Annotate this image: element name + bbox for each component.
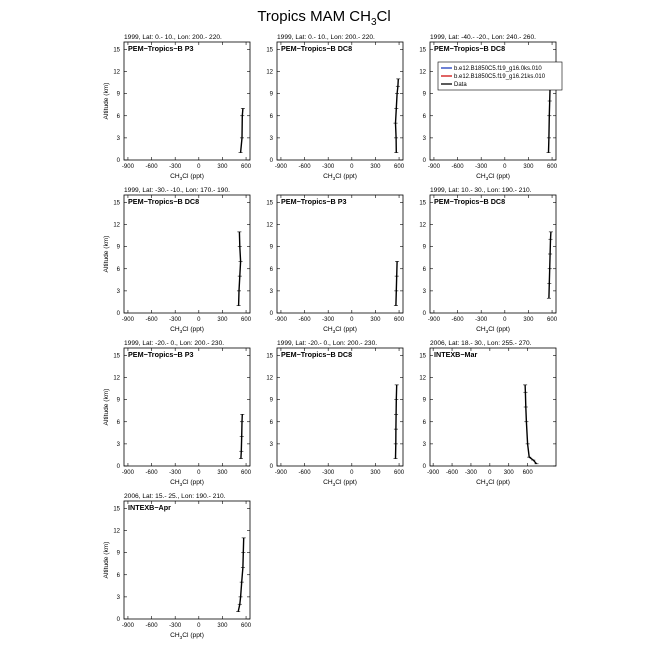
plot-frame — [430, 348, 556, 466]
panel-header: 2006, Lat: 18.- 30., Lon: 255.- 270. — [430, 340, 532, 347]
y-tick-label: 9 — [269, 91, 273, 98]
y-tick-label: 12 — [419, 375, 426, 382]
data-line — [525, 385, 536, 464]
campaign-label: PEM−Tropics−B P3 — [281, 197, 347, 206]
x-tick-label: 600 — [547, 164, 558, 170]
legend-entry: b.e12.B1850C5.f19_g16.0ks.010 — [454, 66, 542, 72]
campaign-label: PEM−Tropics−B DC8 — [281, 350, 353, 359]
x-tick-label: -900 — [274, 317, 287, 323]
x-tick-label: 0 — [350, 470, 354, 476]
x-tick-label: -900 — [274, 470, 287, 476]
x-tick-label: -600 — [145, 317, 158, 323]
y-tick-label: 15 — [266, 353, 273, 360]
x-tick-label: -900 — [427, 164, 440, 170]
y-tick-label: 15 — [113, 47, 120, 54]
panel-header: 1999, Lat: -20.- 0., Lon: 200.- 230. — [124, 340, 225, 347]
panel-header: 1999, Lat: 0.- 10., Lon: 200.- 220. — [124, 34, 222, 41]
plot-frame — [124, 501, 250, 619]
x-tick-label: -600 — [451, 317, 464, 323]
x-tick-label: 0 — [503, 317, 507, 323]
y-axis-label: Altitude (km) — [103, 541, 110, 579]
panel-7 — [103, 340, 252, 488]
y-tick-label: 3 — [269, 441, 273, 448]
x-tick-label: -900 — [274, 164, 287, 170]
panel-header: 1999, Lat: 10.- 30., Lon: 190.- 210. — [430, 187, 532, 194]
x-tick-label: -600 — [298, 470, 311, 476]
y-tick-label: 3 — [422, 441, 426, 448]
panel-10 — [103, 493, 252, 641]
y-tick-label: 0 — [116, 311, 120, 317]
y-tick-label: 0 — [269, 464, 273, 470]
campaign-label: INTEXB−Mar — [434, 350, 478, 359]
x-tick-label: 0 — [488, 470, 492, 476]
x-tick-label: -300 — [322, 470, 335, 476]
y-tick-label: 3 — [269, 135, 273, 142]
y-tick-label: 6 — [269, 419, 273, 426]
panel-header: 2006, Lat: 15.- 25., Lon: 190.- 210. — [124, 493, 226, 500]
data-line — [396, 79, 399, 153]
y-tick-label: 9 — [116, 397, 120, 404]
x-tick-label: 300 — [503, 470, 514, 476]
y-tick-label: 9 — [116, 91, 120, 98]
plot-frame — [124, 348, 250, 466]
y-tick-label: 15 — [113, 506, 120, 513]
y-tick-label: 6 — [422, 419, 426, 426]
y-tick-label: 0 — [422, 158, 426, 164]
campaign-label: PEM−Tropics−B DC8 — [434, 44, 506, 53]
y-tick-label: 0 — [422, 464, 426, 470]
panel-6 — [419, 187, 557, 335]
y-tick-label: 12 — [266, 69, 273, 76]
data-line — [396, 261, 397, 305]
data-line — [396, 385, 397, 459]
x-tick-label: -900 — [121, 164, 134, 170]
panel-8 — [266, 340, 404, 488]
legend-entry: Data — [454, 82, 467, 88]
y-tick-label: 9 — [116, 244, 120, 251]
y-tick-label: 6 — [116, 266, 120, 273]
x-axis-label: $CH_3Cl$ (ppt) — [323, 326, 357, 335]
y-tick-label: 9 — [269, 244, 273, 251]
plot-frame — [430, 195, 556, 313]
y-tick-label: 12 — [266, 222, 273, 229]
panel-header: 1999, Lat: -20.- 0., Lon: 200.- 230. — [277, 340, 378, 347]
data-line — [549, 232, 551, 298]
x-tick-label: -900 — [427, 317, 440, 323]
x-tick-label: -300 — [169, 317, 182, 323]
y-tick-label: 12 — [266, 375, 273, 382]
x-tick-label: -300 — [475, 317, 488, 323]
y-axis-label: Altitude (km) — [103, 388, 110, 426]
x-axis-label: $CH_3Cl$ (ppt) — [476, 173, 510, 182]
y-tick-label: 6 — [422, 266, 426, 273]
x-tick-label: 600 — [522, 470, 533, 476]
x-tick-label: -600 — [145, 623, 158, 629]
x-tick-label: -600 — [298, 164, 311, 170]
y-tick-label: 6 — [269, 113, 273, 120]
x-axis-label: $CH_3Cl$ (ppt) — [170, 173, 204, 182]
x-axis-label: $CH_3Cl$ (ppt) — [170, 326, 204, 335]
plot-frame — [277, 42, 403, 160]
panel-header: 1999, Lat: -30.- -10., Lon: 170.- 190. — [124, 187, 230, 194]
x-tick-label: 300 — [523, 164, 534, 170]
y-tick-label: 9 — [422, 397, 426, 404]
y-tick-label: 9 — [422, 244, 426, 251]
y-axis-label: Altitude (km) — [103, 235, 110, 273]
campaign-label: PEM−Tropics−B DC8 — [128, 197, 200, 206]
y-tick-label: 0 — [422, 311, 426, 317]
y-axis-label: Altitude (km) — [103, 82, 110, 120]
x-tick-label: -300 — [464, 470, 477, 476]
x-tick-label: 600 — [394, 164, 405, 170]
y-tick-label: 6 — [116, 572, 120, 579]
y-tick-label: 15 — [419, 200, 426, 207]
data-line — [239, 232, 241, 306]
y-tick-label: 0 — [116, 617, 120, 623]
y-tick-label: 12 — [113, 528, 120, 535]
x-tick-label: 600 — [241, 470, 252, 476]
x-tick-label: 600 — [241, 623, 252, 629]
campaign-label: PEM−Tropics−B P3 — [128, 350, 194, 359]
x-tick-label: -300 — [169, 623, 182, 629]
x-tick-label: 600 — [394, 317, 405, 323]
y-tick-label: 3 — [116, 594, 120, 601]
legend-entry: b.e12.B1850C5.f19_g16.21ks.010 — [454, 74, 546, 80]
panel-9 — [419, 340, 556, 488]
campaign-label: INTEXB−Apr — [128, 503, 171, 512]
x-tick-label: -300 — [475, 164, 488, 170]
x-tick-label: -900 — [121, 317, 134, 323]
x-tick-label: 600 — [241, 164, 252, 170]
y-tick-label: 3 — [422, 135, 426, 142]
y-tick-label: 6 — [269, 266, 273, 273]
plot-frame — [430, 42, 556, 160]
x-axis-label: $CH_3Cl$ (ppt) — [170, 479, 204, 488]
x-tick-label: -300 — [322, 164, 335, 170]
y-tick-label: 0 — [269, 158, 273, 164]
y-tick-label: 9 — [269, 397, 273, 404]
x-tick-label: 300 — [217, 317, 228, 323]
x-tick-label: -600 — [145, 164, 158, 170]
x-tick-label: 300 — [523, 317, 534, 323]
x-tick-label: 0 — [350, 164, 354, 170]
x-tick-label: 600 — [241, 317, 252, 323]
x-axis-label: $CH_3Cl$ (ppt) — [476, 479, 510, 488]
panel-5 — [266, 195, 404, 335]
y-tick-label: 0 — [116, 158, 120, 164]
x-tick-label: -300 — [169, 470, 182, 476]
y-tick-label: 0 — [116, 464, 120, 470]
y-tick-label: 15 — [419, 353, 426, 360]
data-line — [241, 108, 243, 152]
x-tick-label: -600 — [451, 164, 464, 170]
x-axis-label: $CH_3Cl$ (ppt) — [323, 173, 357, 182]
y-tick-label: 12 — [113, 69, 120, 76]
x-axis-label: $CH_3Cl$ (ppt) — [476, 326, 510, 335]
plot-frame — [277, 348, 403, 466]
x-tick-label: -300 — [322, 317, 335, 323]
y-tick-label: 12 — [113, 222, 120, 229]
y-tick-label: 12 — [113, 375, 120, 382]
y-tick-label: 15 — [113, 200, 120, 207]
x-tick-label: -900 — [121, 470, 134, 476]
x-tick-label: 0 — [197, 164, 201, 170]
y-tick-label: 15 — [113, 353, 120, 360]
y-tick-label: 3 — [116, 441, 120, 448]
x-tick-label: 0 — [197, 470, 201, 476]
x-tick-label: 0 — [197, 623, 201, 629]
x-tick-label: 600 — [547, 317, 558, 323]
x-tick-label: 300 — [217, 623, 228, 629]
x-tick-label: 300 — [217, 470, 228, 476]
x-tick-label: -600 — [446, 470, 459, 476]
x-tick-label: -600 — [145, 470, 158, 476]
y-tick-label: 3 — [116, 288, 120, 295]
y-tick-label: 15 — [419, 47, 426, 54]
figure-title: Tropics MAM $CH_3Cl$ — [257, 8, 391, 28]
panel-2 — [266, 34, 404, 182]
campaign-label: PEM−Tropics−B P3 — [128, 44, 194, 53]
x-tick-label: -600 — [298, 317, 311, 323]
plot-frame — [277, 195, 403, 313]
panel-3 — [419, 34, 562, 182]
x-tick-label: 300 — [370, 317, 381, 323]
x-tick-label: 300 — [370, 164, 381, 170]
y-tick-label: 12 — [419, 69, 426, 76]
y-tick-label: 3 — [116, 135, 120, 142]
panel-header: 1999, Lat: -40.- -20., Lon: 240.- 260. — [430, 34, 536, 41]
y-tick-label: 15 — [266, 47, 273, 54]
x-tick-label: -300 — [169, 164, 182, 170]
y-tick-label: 6 — [116, 419, 120, 426]
panel-header: 1999, Lat: 0.- 10., Lon: 200.- 220. — [277, 34, 375, 41]
y-tick-label: 12 — [419, 222, 426, 229]
x-axis-label: $CH_3Cl$ (ppt) — [323, 479, 357, 488]
x-tick-label: 0 — [197, 317, 201, 323]
y-tick-label: 0 — [269, 311, 273, 317]
y-tick-label: 3 — [422, 288, 426, 295]
panel-1 — [103, 34, 252, 182]
campaign-label: PEM−Tropics−B DC8 — [281, 44, 353, 53]
x-tick-label: 300 — [370, 470, 381, 476]
y-tick-label: 9 — [116, 550, 120, 557]
y-tick-label: 9 — [422, 91, 426, 98]
y-tick-label: 6 — [422, 113, 426, 120]
y-tick-label: 6 — [116, 113, 120, 120]
x-tick-label: -900 — [427, 470, 440, 476]
x-tick-label: -900 — [121, 623, 134, 629]
campaign-label: PEM−Tropics−B DC8 — [434, 197, 506, 206]
plot-frame — [124, 195, 250, 313]
y-tick-label: 3 — [269, 288, 273, 295]
x-tick-label: 0 — [503, 164, 507, 170]
x-tick-label: 600 — [394, 470, 405, 476]
data-line — [238, 538, 244, 612]
x-axis-label: $CH_3Cl$ (ppt) — [170, 632, 204, 641]
panel-4 — [103, 187, 252, 335]
x-tick-label: 300 — [217, 164, 228, 170]
x-tick-label: 0 — [350, 317, 354, 323]
y-tick-label: 15 — [266, 200, 273, 207]
plot-frame — [124, 42, 250, 160]
